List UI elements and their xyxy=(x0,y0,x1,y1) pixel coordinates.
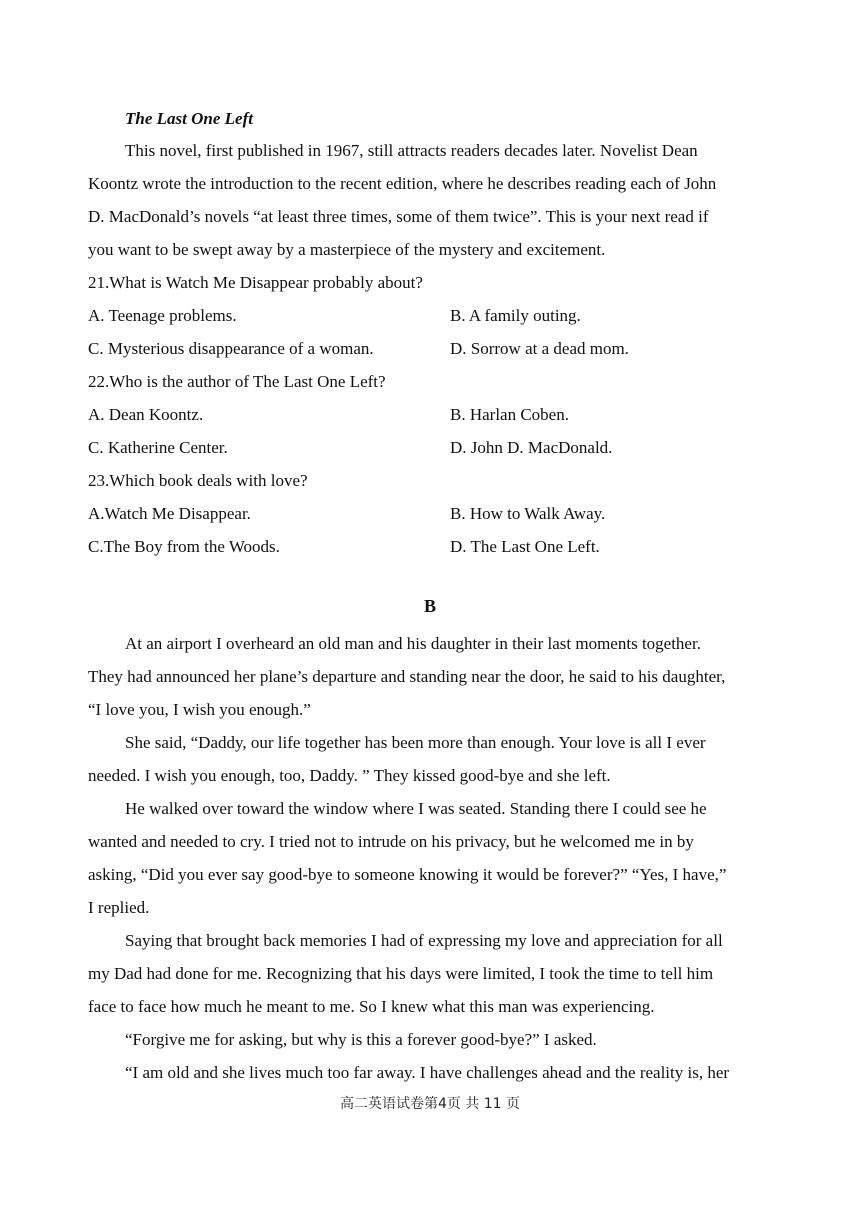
option-b[interactable]: B. A family outing. xyxy=(450,306,581,325)
options-row xyxy=(88,299,772,332)
paragraph xyxy=(88,792,772,924)
text-line: Saying that brought back memories I had of expressing my love and appreciation for all xyxy=(125,931,723,950)
text-line: D. MacDonald’s novels “at least three times, some of them twice”. This is your next read if xyxy=(88,207,709,226)
options-row xyxy=(88,431,772,464)
option-c[interactable]: C. Mysterious disappearance of a woman. xyxy=(88,339,374,358)
text-line: At an airport I overheard an old man and his daughter in their last moments together. xyxy=(125,634,701,653)
text-line: “Forgive me for asking, but why is this a forever good-bye?” I asked. xyxy=(125,1030,597,1049)
text-line: They had announced her plane’s departure and standing near the door, he said to his daughter, xyxy=(88,667,726,686)
paragraph xyxy=(88,627,772,726)
text-line: wanted and needed to cry. I tried not to intrude on his privacy, but he welcomed me in by xyxy=(88,832,694,851)
text-line: I replied. xyxy=(88,898,150,917)
options-row xyxy=(88,497,772,530)
question-22 xyxy=(88,365,772,464)
text-line: Koontz wrote the introduction to the recent edition, where he describes reading each of John xyxy=(88,174,717,193)
paragraph xyxy=(88,726,772,792)
option-d[interactable]: D. John D. MacDonald. xyxy=(450,438,613,457)
option-a[interactable]: A. Dean Koontz. xyxy=(88,405,204,424)
page-content xyxy=(88,104,772,1089)
option-b[interactable]: B. How to Walk Away. xyxy=(450,504,606,523)
text-line: my Dad had done for me. Recognizing that his days were limited, I took the time to tell him xyxy=(88,964,714,983)
text-line: asking, “Did you ever say good-bye to someone knowing it would be forever?” “Yes, I have,” xyxy=(88,865,727,884)
question-stem: 23.Which book deals with love? xyxy=(88,471,308,490)
question-stem: 22.Who is the author of The Last One Left? xyxy=(88,372,386,391)
text-line: He walked over toward the window where I was seated. Standing there I could see he xyxy=(125,799,707,818)
text-line: needed. I wish you enough, too, Daddy. ” They kissed good-bye and she left. xyxy=(88,766,611,785)
options-row xyxy=(88,332,772,365)
option-a[interactable]: A.Watch Me Disappear. xyxy=(88,504,251,523)
text-line: you want to be swept away by a masterpiece of the mystery and excitement. xyxy=(88,240,606,259)
options-row xyxy=(88,530,772,563)
paragraph xyxy=(88,1023,772,1056)
text-line: She said, “Daddy, our life together has been more than enough. Your love is all I ever xyxy=(125,733,706,752)
question-23 xyxy=(88,464,772,563)
option-a[interactable]: A. Teenage problems. xyxy=(88,306,237,325)
text-line: face to face how much he meant to me. So I knew what this man was experiencing. xyxy=(88,997,655,1016)
book-description xyxy=(88,134,772,266)
option-c[interactable]: C. Katherine Center. xyxy=(88,438,228,457)
paragraph xyxy=(88,1056,772,1089)
passage-b xyxy=(88,627,772,1089)
question-21 xyxy=(88,266,772,365)
option-b[interactable]: B. Harlan Coben. xyxy=(450,405,569,424)
text-line: “I am old and she lives much too far away. I have challenges ahead and the reality is, her xyxy=(125,1063,730,1082)
option-c[interactable]: C.The Boy from the Woods. xyxy=(88,537,280,556)
text-line: This novel, first published in 1967, still attracts readers decades later. Novelist Dean xyxy=(125,141,698,160)
option-d[interactable]: D. Sorrow at a dead mom. xyxy=(450,339,629,358)
book-title: The Last One Left xyxy=(125,109,253,128)
paragraph xyxy=(88,924,772,1023)
question-stem: 21.What is Watch Me Disappear probably about? xyxy=(88,273,423,292)
option-d[interactable]: D. The Last One Left. xyxy=(450,537,600,556)
page-footer: 高二英语试卷第4页 共 11 页 xyxy=(339,1096,521,1112)
text-line: “I love you, I wish you enough.” xyxy=(88,700,311,719)
options-row xyxy=(88,398,772,431)
section-heading: B xyxy=(423,596,436,616)
